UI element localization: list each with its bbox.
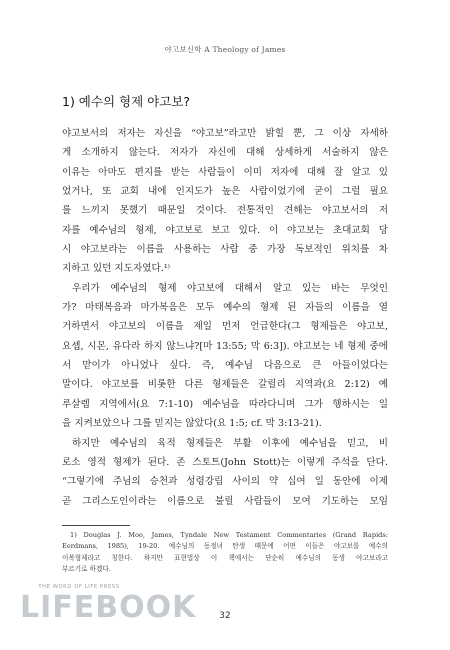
body-line: 거하면서 야고보의 이름을 제일 먼저 언급한다(그 형제들은 야고보, [62, 321, 388, 333]
body-line: 우리가 예수님의 형제 야고보에 대해서 알고 있는 바는 무엇인 [72, 282, 388, 294]
body-line: 하지만 예수님의 육적 형제들은 부활 이후에 예수님을 믿고, 비 [72, 437, 388, 449]
body-line: 를 느끼지 못했기 때문일 것이다. 전통적인 견해는 야고보서의 저 [62, 205, 388, 217]
body-line: 말이다. 야고보를 비롯한 다른 형제들은 갈릴리 지역과(요 2:12) 예 [62, 379, 388, 391]
footnote-line: 1) Douglas J. Moo, James, Tyndale New Testament Commentaries (Grand Rapids: [70, 531, 388, 539]
body-line: 지하고 있던 지도자였다.¹⁾ [62, 263, 171, 275]
body-line: 요셉, 시몬, 유다라 하지 않느냐?[마 13:55; 막 6:3]). 야고보는 네 형제 중에 [62, 340, 388, 352]
publisher-logo-tagline: THE WORD OF LIFE PRESS [38, 584, 120, 590]
body-line: 자를 예수님의 형제, 야고보로 보고 있다. 이 야고보는 초대교회 당 [62, 224, 388, 236]
footnote-line: 이복형제라고 칭한다. 하지만 표현법상 이 책에서는 단순히 예수님의 동생 야고보라고 [62, 553, 388, 562]
footnote [62, 530, 388, 576]
body-line: 게 소개하지 않는다. 저자가 자신에 대해 상세하게 서술하지 않은 [62, 147, 388, 159]
page-number: 32 [219, 611, 231, 621]
running-header: 야고보신학 A Theology of James [164, 45, 286, 54]
body-line: 시 야고보라는 이름을 사용하는 사람 중 가장 독보적인 위치를 차 [62, 244, 388, 256]
body-text [62, 124, 388, 511]
body-line: 었거나, 또 교회 내에 인지도가 높은 사람이었기에 굳이 그럴 필요 [62, 186, 388, 198]
body-line: 서 맏이가 아니었나 싶다. 즉, 예수님 다음으로 큰 아들이었다는 [62, 360, 388, 372]
footnote-line: 부르기로 하겠다. [62, 565, 111, 574]
footnote-divider [62, 525, 130, 526]
body-line: 곧 그리스도인이라는 이름으로 불릴 사람들이 모여 기도하는 모임 [62, 495, 388, 507]
body-line: 을 지켜보았으나 그를 믿지는 않았다(요 1:5; cf. 막 3:13-21). [62, 418, 322, 430]
body-line: 로소 영적 형제가 된다. 존 스토트(John Stott)는 이렇게 주석을 단다. [62, 456, 388, 468]
section-title: 1) 예수의 형제 야고보? [62, 94, 190, 109]
body-line: 야고보서의 저자는 자신을 “야고보”라고만 밝힐 뿐, 그 이상 자세하 [62, 128, 388, 139]
footnote-line: Eerdmans, 1985), 19-20. 예수님의 동정녀 탄생 때문에 어떤 이들은 야고보를 예수의 [62, 542, 388, 551]
body-line: “그렇기에 주님의 승천과 성령강림 사이의 약 십여 일 동안에 이제 [62, 476, 388, 488]
body-line: 루살렘 지역에서(요 7:1-10) 예수님을 따라다니며 그가 행하시는 일 [62, 398, 388, 410]
publisher-logo: LIFEBOOK [20, 590, 197, 625]
body-line: 이유는 아마도 편지를 받는 사람들이 이미 저자에 대해 잘 알고 있 [62, 166, 388, 178]
body-line: 가? 마태복음과 마가복음은 모두 예수의 형제 된 자들의 이름을 열 [62, 302, 388, 314]
